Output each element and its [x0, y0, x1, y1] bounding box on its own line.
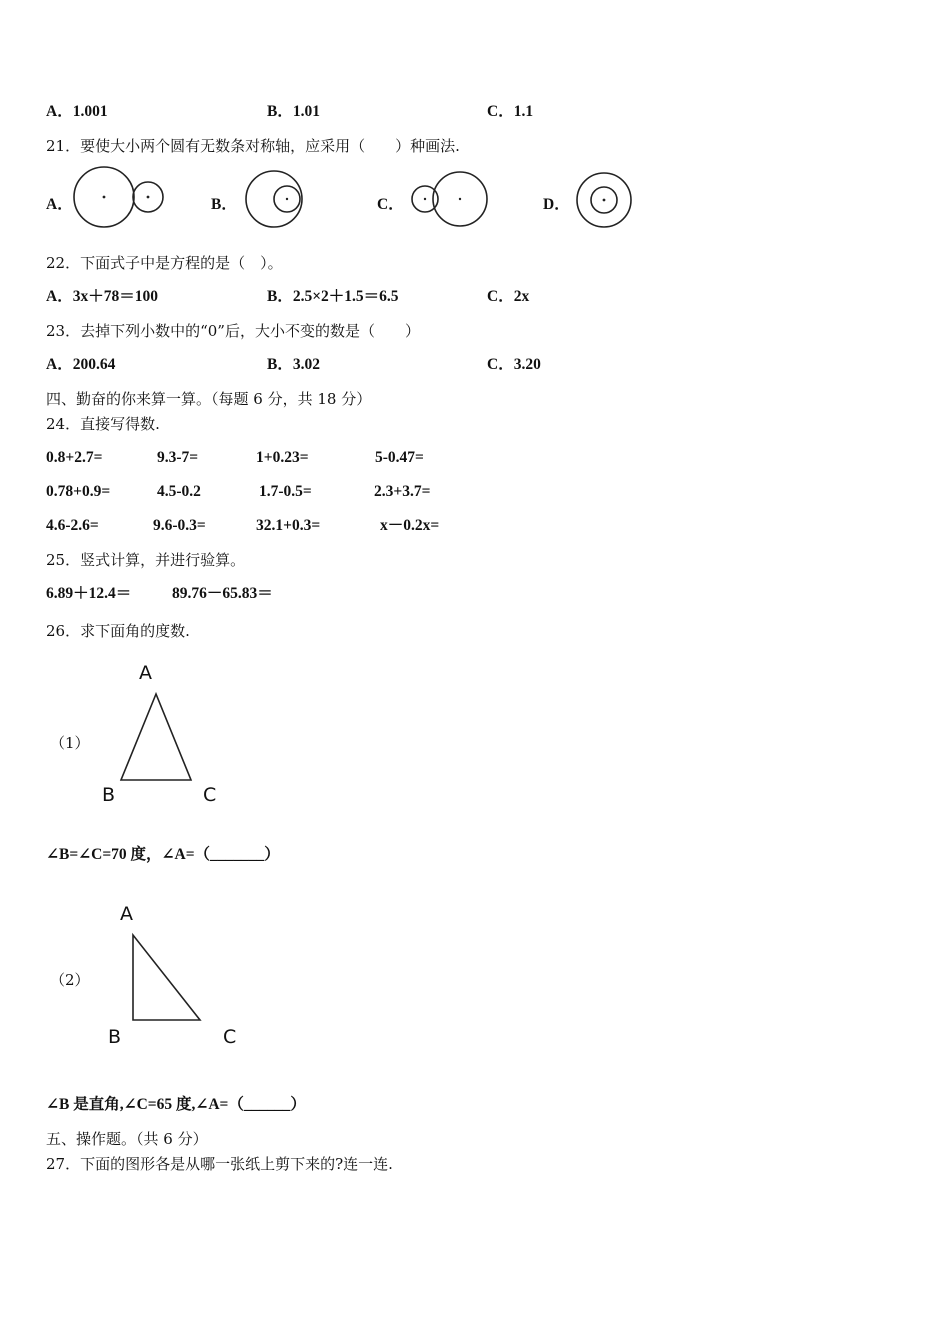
q24-r1-c2: 9.3-7=	[157, 449, 199, 466]
q26-part2-triangle	[125, 928, 215, 1028]
q22-option-a: A．3x＋78＝100	[46, 288, 158, 305]
q26-question: 26．求下面角的度数.	[46, 622, 190, 640]
q26-part2-vertex-a: A	[120, 903, 133, 925]
q22-option-b: B．2.5×2＋1.5＝6.5	[267, 288, 399, 305]
q27-question: 27．下面的图形各是从哪一张纸上剪下来的?连一连.	[46, 1155, 393, 1173]
q24-r1-c1: 0.8+2.7=	[46, 449, 103, 466]
q26-part2-condition: ∠B 是直角,∠C=65 度,∠A=（______）	[46, 1096, 306, 1113]
q21-option-a-label: A．	[46, 196, 73, 213]
q25-item-2: 89.76－65.83＝	[172, 585, 273, 602]
q21-option-b-figure	[240, 163, 310, 233]
q24-r2-c1: 0.78+0.9=	[46, 483, 111, 500]
q21-option-d-label: D．	[543, 196, 570, 213]
q24-r3-c1: 4.6-2.6=	[46, 517, 99, 534]
section5-title: 五、操作题。（共 6 分）	[46, 1130, 208, 1148]
q23-option-c: C．3.20	[487, 356, 541, 373]
q24-r3-c2: 9.6-0.3=	[153, 517, 206, 534]
q26-part1-vertex-b: B	[102, 784, 116, 806]
q25-question: 25．竖式计算，并进行验算。	[46, 551, 246, 569]
q21-option-c-figure	[405, 163, 495, 233]
q21-option-b-label: B．	[211, 196, 237, 213]
section4-title: 四、勤奋的你来算一算。（每题 6 分，共 18 分）	[46, 390, 372, 408]
q26-part2-vertex-b: B	[108, 1026, 122, 1048]
q21-option-d-figure	[570, 163, 640, 233]
q24-r3-c4: x－0.2x=	[380, 517, 440, 534]
q26-part2-vertex-c: C	[223, 1026, 237, 1048]
q24-r2-c3: 1.7-0.5=	[259, 483, 312, 500]
q21-option-c-label: C．	[377, 196, 404, 213]
q21-option-a-figure	[70, 163, 170, 233]
q26-part1-condition: ∠B=∠C=70 度，∠A=（_______）	[46, 846, 280, 863]
q24-r2-c4: 2.3+3.7=	[374, 483, 431, 500]
q24-r3-c3: 32.1+0.3=	[256, 517, 321, 534]
q25-item-1: 6.89＋12.4＝	[46, 585, 132, 602]
q26-part1-triangle	[110, 688, 200, 788]
q24-question: 24．直接写得数.	[46, 415, 160, 433]
q26-part1-vertex-c: C	[203, 784, 217, 806]
q26-part1-vertex-a: A	[139, 662, 152, 684]
q20-option-a: A．1.001	[46, 103, 108, 120]
q26-part1-label: （1）	[50, 734, 90, 752]
q24-r2-c2: 4.5-0.2	[157, 483, 201, 500]
q24-r1-c3: 1+0.23=	[256, 449, 309, 466]
q23-option-b: B．3.02	[267, 356, 320, 373]
q26-part2-label: （2）	[50, 971, 90, 989]
q20-option-c: C．1.1	[487, 103, 534, 120]
q22-option-c: C．2x	[487, 288, 530, 305]
q23-option-a: A．200.64	[46, 356, 116, 373]
q20-option-b: B．1.01	[267, 103, 320, 120]
q22-question: 22．下面式子中是方程的是（ ）。	[46, 254, 283, 272]
q23-question: 23．去掉下列小数中的“0”后，大小不变的数是（ ）	[46, 322, 420, 340]
q21-question: 21．要使大小两个圆有无数条对称轴，应采用（ ）种画法.	[46, 137, 460, 155]
q24-r1-c4: 5-0.47=	[375, 449, 424, 466]
